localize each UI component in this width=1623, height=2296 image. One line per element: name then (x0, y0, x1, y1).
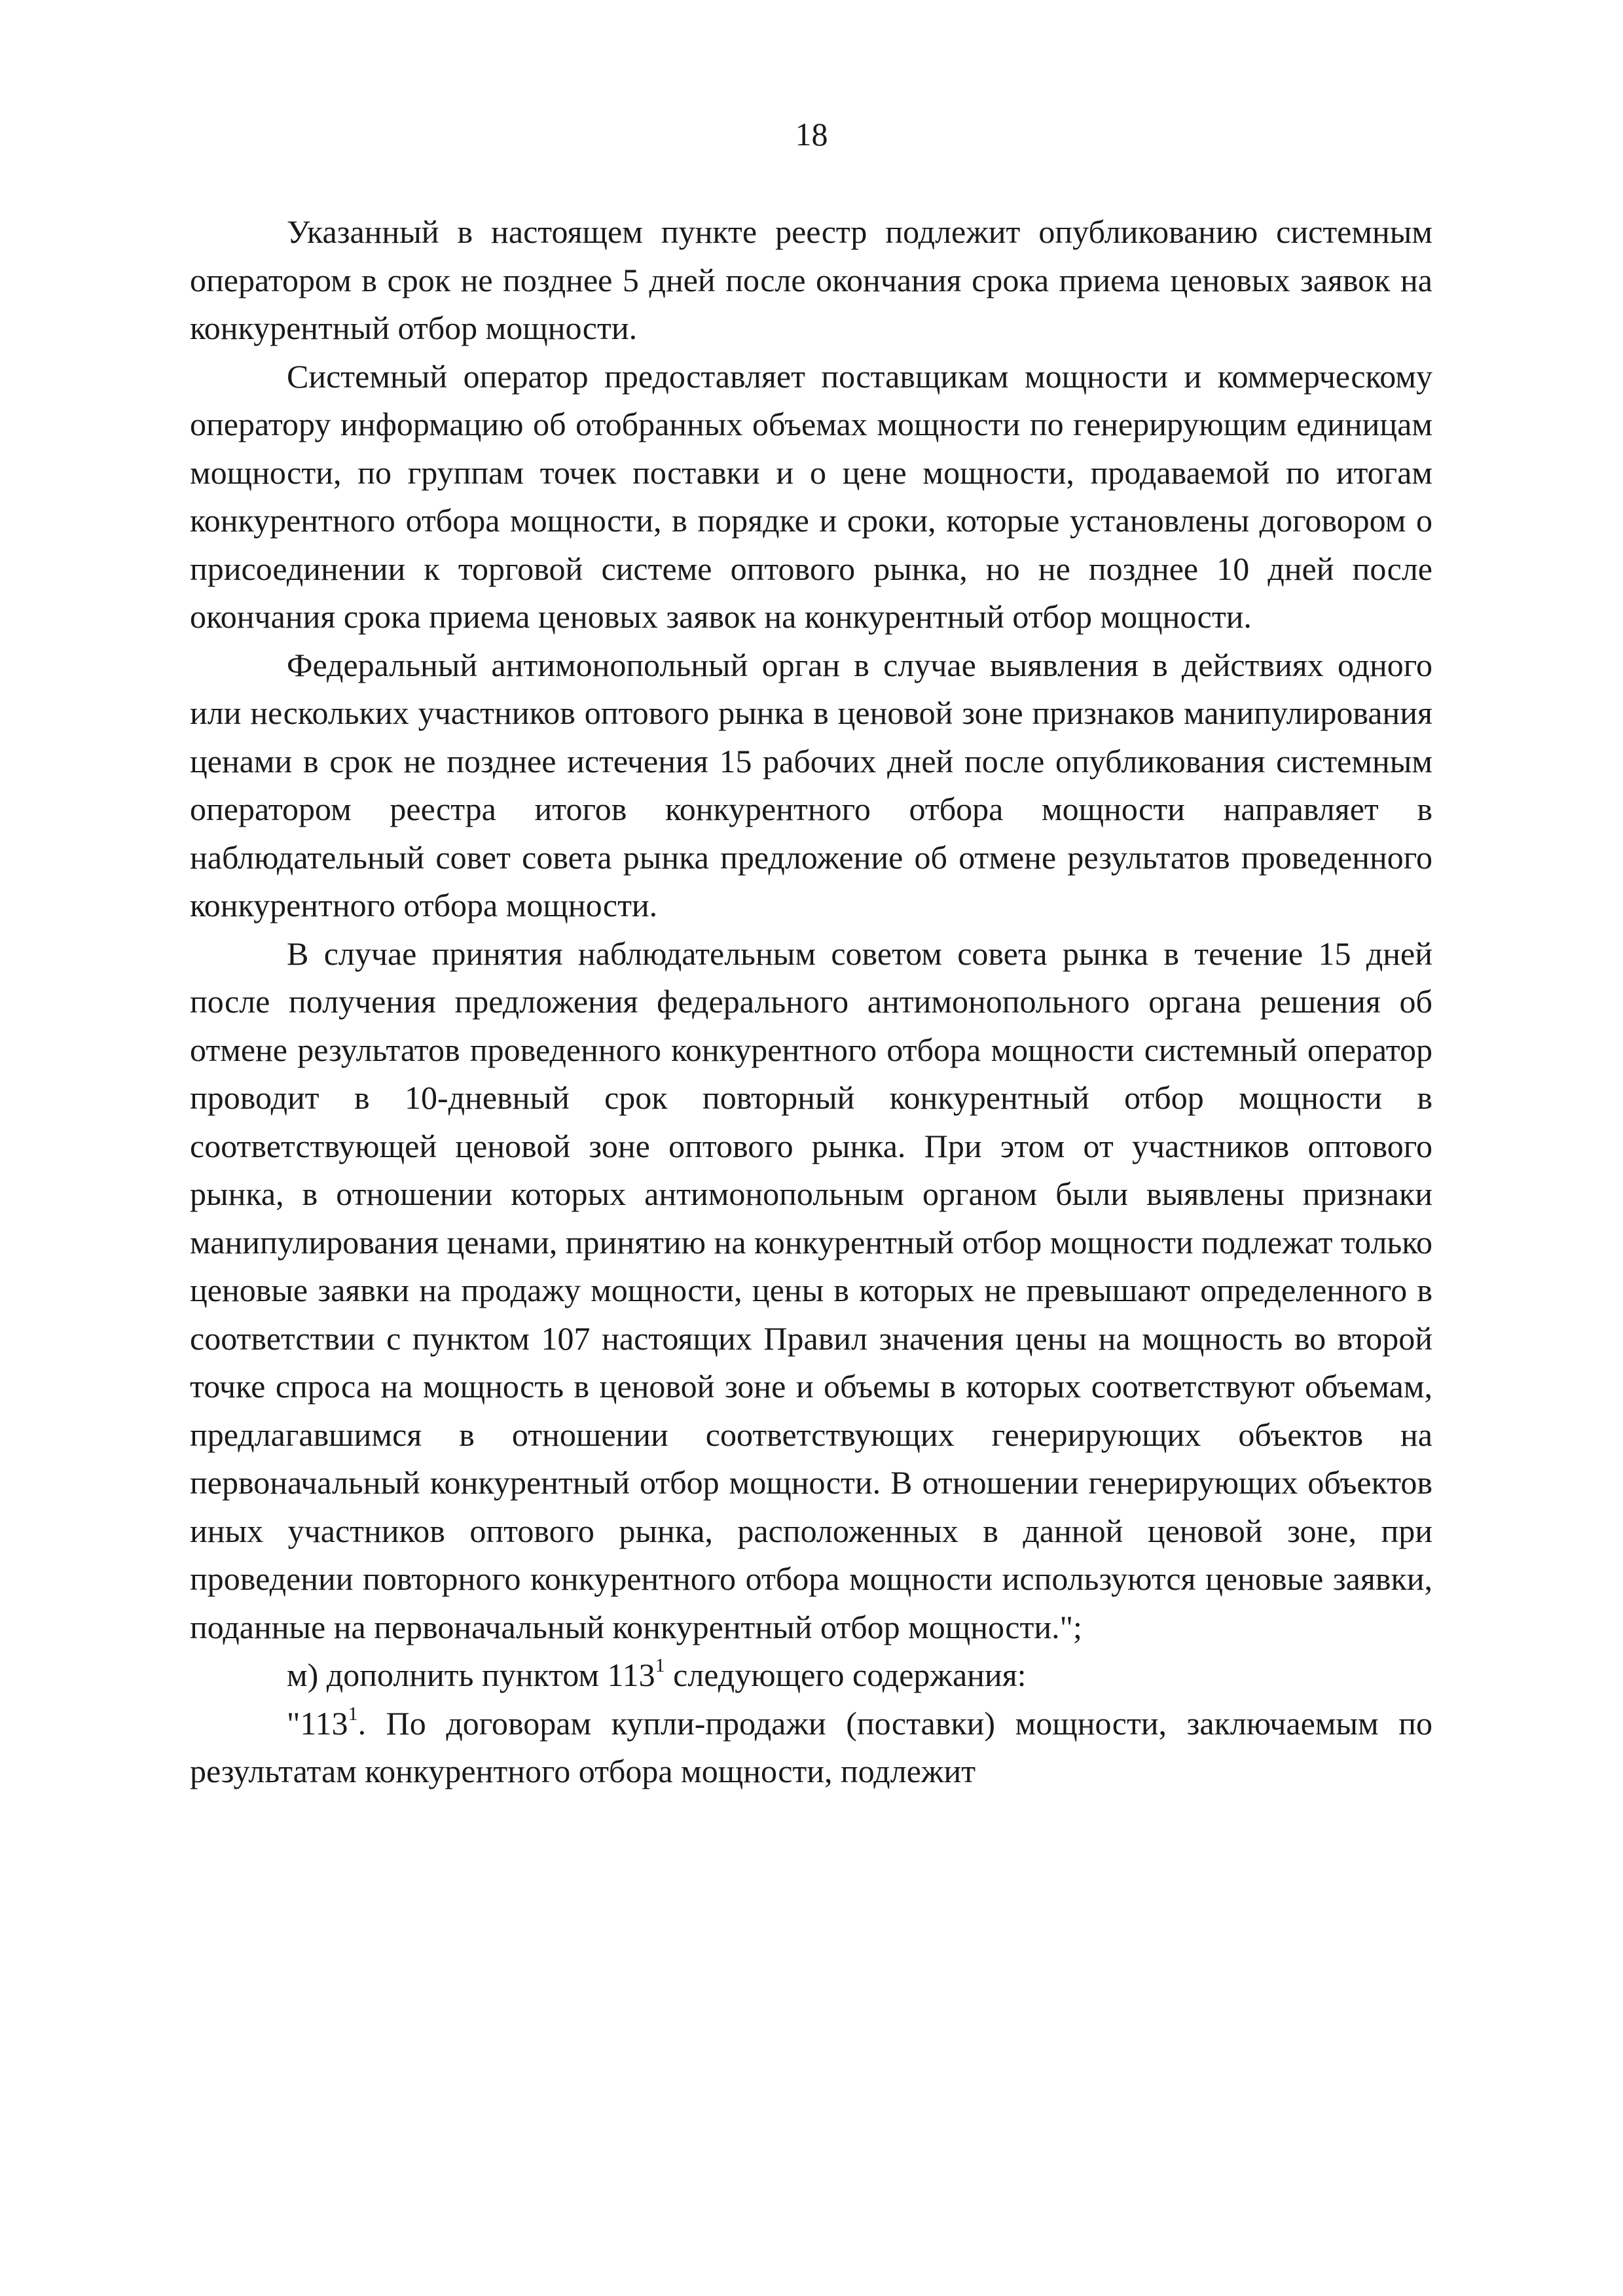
paragraph-antimonopoly-body: Федеральный антимонопольный орган в случае выявления в действиях одного или нескольких участников оптового рынка в ценовой зоне признаков манипулирования ценами в срок не позднее истечения 15 рабочих дней после опубликования системным оператором реестра итогов конкурентного отбора мощности направляет в наблюдательный совет совета рынка предложение об отмене результатов проведенного конкурентного отбора мощности. (190, 646, 1432, 924)
paragraph-item-m (190, 1651, 1432, 1700)
item-113-text: "113 (287, 1704, 348, 1742)
paragraph-repeat-selection: В случае принятия наблюдательным советом совета рынка в течение 15 дней после получения предложения федерального антимонопольного органа решения об отмене результатов проведенного конкурентного отбора мощности системный оператор проводит в 10-дневный срок повторный конкурентный отбор мощности в соответствующей ценовой зоне оптового рынка. При этом от участников оптового рынка, в отношении которых антимонопольным органом были выявлены признаки манипулирования ценами, принятию на конкурентный отбор мощности подлежат только ценовые заявки на продажу мощности, цены в которых не превышают определенного в соответствии с пунктом 107 настоящих Правил значения цены на мощность во второй точке спроса на мощность в ценовой зоне и объемы в которых соответствуют объемам, предлагавшимся в отношении соответствующих генерирующих объектов на первоначальный конкурентный отбор мощности. В отношении генерирующих объектов иных участников оптового рынка, расположенных в данной ценовой зоне, при проведении повторного конкурентного отбора мощности используются ценовые заявки, поданные на первоначальный конкурентный отбор мощности."; (190, 935, 1432, 1645)
paragraph-item-113 (190, 1700, 1432, 1796)
page-number: 18 (795, 116, 828, 152)
document-body (190, 208, 1432, 1796)
item-m-superscript: 1 (655, 1655, 665, 1677)
item-113-text-end: . По договорам купли-продажи (поставки) мощности, заключаемым по результатам конкурентного отбора мощности, подлежит (190, 1704, 1432, 1789)
paragraph-registry-publication: Указанный в настоящем пункте реестр подлежит опубликованию системным оператором в срок не позднее 5 дней после окончания срока приема ценовых заявок на конкурентный отбор мощности. (190, 213, 1432, 346)
item-m-text-end: следующего содержания: (665, 1657, 1027, 1693)
item-113-superscript: 1 (348, 1702, 358, 1725)
item-m-text: м) дополнить пунктом 113 (287, 1657, 655, 1693)
paragraph-system-operator-info: Системный оператор предоставляет поставщикам мощности и коммерческому оператору информацию об отобранных объемах мощности по генерирующим единицам мощности, по группам точек поставки и о цене мощности, продаваемой по итогам конкурентного отбора мощности, в порядке и сроки, которые установлены договором о присоединении к торговой системе оптового рынка, но не позднее 10 дней после окончания срока приема ценовых заявок на конкурентный отбор мощности. (190, 357, 1432, 635)
